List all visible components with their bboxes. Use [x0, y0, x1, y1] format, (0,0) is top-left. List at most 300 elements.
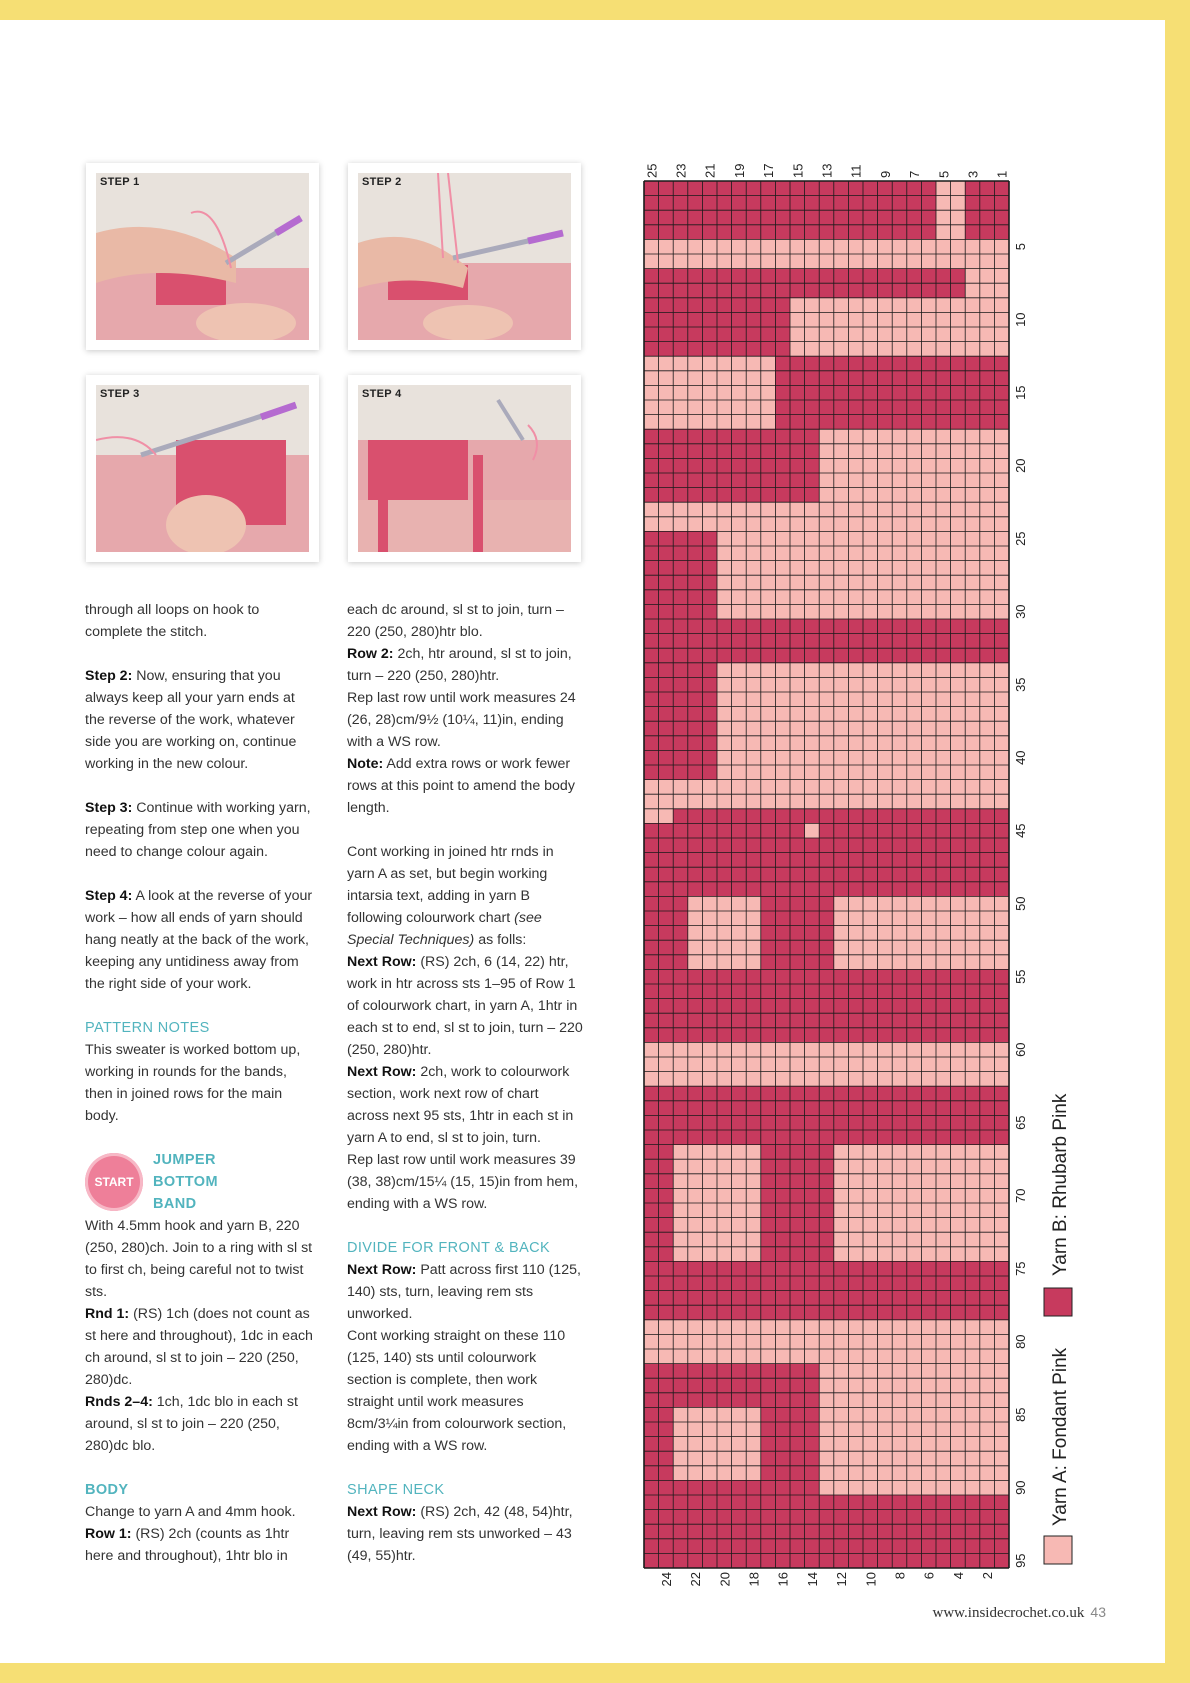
chart-cell	[805, 882, 820, 897]
chart-cell	[834, 1028, 849, 1043]
chart-cell	[848, 269, 863, 284]
chart-cell	[702, 1466, 717, 1481]
chart-cell	[848, 1393, 863, 1408]
chart-cell	[659, 940, 674, 955]
chart-cell	[921, 225, 936, 240]
chart-cell	[892, 1203, 907, 1218]
chart-cell	[951, 1407, 966, 1422]
chart-cell	[717, 1247, 732, 1262]
chart-cell	[834, 1115, 849, 1130]
chart-cell	[805, 750, 820, 765]
chart-cell	[775, 750, 790, 765]
chart-cell	[965, 838, 980, 853]
chart-cell	[878, 590, 893, 605]
chart-cell	[994, 896, 1009, 911]
chart-cell	[659, 853, 674, 868]
chart-cell	[644, 721, 659, 736]
chart-cell	[702, 225, 717, 240]
chart-bottom-label: 16	[775, 1572, 791, 1587]
chart-cell	[761, 561, 776, 576]
chart-cell	[980, 327, 995, 342]
chart-cell	[980, 1320, 995, 1335]
chart-cell	[702, 1057, 717, 1072]
chart-cell	[673, 473, 688, 488]
chart-cell	[892, 1247, 907, 1262]
chart-cell	[848, 677, 863, 692]
chart-cell	[951, 517, 966, 532]
chart-cell	[775, 1349, 790, 1364]
chart-cell	[702, 1364, 717, 1379]
chart-cell	[717, 385, 732, 400]
chart-cell	[878, 1013, 893, 1028]
chart-cell	[980, 867, 995, 882]
chart-cell	[965, 1334, 980, 1349]
chart-cell	[746, 269, 761, 284]
chart-cell	[659, 1057, 674, 1072]
chart-row-label: 20	[1013, 458, 1028, 473]
chart-cell	[732, 196, 747, 211]
chart-cell	[951, 1553, 966, 1568]
chart-cell	[863, 239, 878, 254]
chart-cell	[775, 1510, 790, 1525]
chart-cell	[659, 590, 674, 605]
chart-top-label: 1	[994, 170, 1010, 178]
chart-cell	[980, 736, 995, 751]
chart-cell	[717, 1466, 732, 1481]
chart-cell	[761, 794, 776, 809]
chart-cell	[907, 750, 922, 765]
chart-cell	[951, 356, 966, 371]
chart-cell	[673, 488, 688, 503]
chart-cell	[761, 984, 776, 999]
chart-cell	[878, 1539, 893, 1554]
chart-cell	[848, 298, 863, 313]
chart-cell	[907, 604, 922, 619]
chart-cell	[688, 1159, 703, 1174]
chart-cell	[994, 940, 1009, 955]
chart-cell	[863, 312, 878, 327]
chart-cell	[746, 1553, 761, 1568]
chart-cell	[907, 1451, 922, 1466]
chart-cell	[644, 502, 659, 517]
chart-cell	[878, 298, 893, 313]
chart-cell	[907, 1334, 922, 1349]
chart-cell	[921, 619, 936, 634]
step-2-heading: Step 2:	[85, 668, 133, 684]
chart-cell	[702, 736, 717, 751]
chart-cell	[732, 984, 747, 999]
chart-cell	[848, 926, 863, 941]
chart-cell	[936, 809, 951, 824]
chart-cell	[673, 283, 688, 298]
chart-cell	[819, 1203, 834, 1218]
chart-cell	[688, 1261, 703, 1276]
chart-cell	[659, 984, 674, 999]
chart-cell	[805, 1524, 820, 1539]
chart-cell	[732, 546, 747, 561]
chart-cell	[936, 327, 951, 342]
chart-cell	[790, 239, 805, 254]
chart-cell	[980, 911, 995, 926]
chart-cell	[951, 721, 966, 736]
chart-cell	[659, 765, 674, 780]
chart-cell	[673, 1159, 688, 1174]
chart-cell	[907, 1524, 922, 1539]
chart-cell	[644, 736, 659, 751]
chart-cell	[936, 780, 951, 795]
chart-cell	[892, 940, 907, 955]
chart-cell	[732, 692, 747, 707]
chart-cell	[805, 181, 820, 196]
chart-cell	[819, 634, 834, 649]
chart-cell	[688, 1072, 703, 1087]
chart-cell	[761, 488, 776, 503]
chart-row-label: 15	[1013, 385, 1028, 400]
chart-cell	[717, 794, 732, 809]
chart-cell	[761, 853, 776, 868]
chart-cell	[907, 269, 922, 284]
chart-cell	[951, 604, 966, 619]
chart-cell	[775, 400, 790, 415]
chart-cell	[746, 1159, 761, 1174]
chart-cell	[688, 1539, 703, 1554]
chart-cell	[702, 1437, 717, 1452]
chart-cell	[746, 940, 761, 955]
chart-cell	[965, 692, 980, 707]
chart-cell	[673, 400, 688, 415]
chart-cell	[994, 1247, 1009, 1262]
chart-cell	[775, 648, 790, 663]
chart-cell	[819, 940, 834, 955]
chart-cell	[819, 955, 834, 970]
chart-cell	[775, 1247, 790, 1262]
chart-cell	[863, 867, 878, 882]
chart-cell	[819, 619, 834, 634]
chart-cell	[921, 1437, 936, 1452]
chart-cell	[775, 692, 790, 707]
chart-cell	[921, 1057, 936, 1072]
chart-cell	[951, 210, 966, 225]
chart-cell	[892, 1480, 907, 1495]
chart-cell	[834, 210, 849, 225]
chart-cell	[790, 1072, 805, 1087]
chart-cell	[878, 838, 893, 853]
chart-cell	[775, 1305, 790, 1320]
chart-cell	[921, 254, 936, 269]
chart-cell	[907, 1407, 922, 1422]
chart-cell	[746, 1247, 761, 1262]
chart-cell	[951, 342, 966, 357]
chart-cell	[936, 1130, 951, 1145]
cont-text-a: Cont working in joined htr rnds in yarn A as set, but begin working intarsia text, adding in yarn B following colourwork chart	[347, 844, 554, 926]
chart-cell	[790, 1101, 805, 1116]
chart-cell	[702, 312, 717, 327]
chart-cell	[659, 1188, 674, 1203]
chart-cell	[732, 1276, 747, 1291]
chart-cell	[673, 1057, 688, 1072]
chart-cell	[761, 809, 776, 824]
chart-cell	[994, 1232, 1009, 1247]
chart-cell	[819, 415, 834, 430]
chart-cell	[863, 210, 878, 225]
chart-cell	[805, 619, 820, 634]
chart-cell	[746, 429, 761, 444]
chart-cell	[951, 648, 966, 663]
chart-cell	[673, 619, 688, 634]
chart-cell	[848, 736, 863, 751]
chart-cell	[994, 1305, 1009, 1320]
chart-cell	[834, 1378, 849, 1393]
chart-cell	[965, 283, 980, 298]
chart-cell	[659, 342, 674, 357]
chart-cell	[863, 1013, 878, 1028]
chart-cell	[848, 517, 863, 532]
chart-cell	[907, 546, 922, 561]
chart-cell	[702, 400, 717, 415]
chart-cell	[732, 838, 747, 853]
chart-cell	[965, 634, 980, 649]
chart-cell	[805, 415, 820, 430]
chart-cell	[951, 940, 966, 955]
chart-cell	[965, 298, 980, 313]
chart-cell	[980, 663, 995, 678]
chart-cell	[702, 342, 717, 357]
chart-cell	[790, 867, 805, 882]
chart-cell	[688, 750, 703, 765]
chart-cell	[921, 1334, 936, 1349]
chart-cell	[863, 546, 878, 561]
chart-cell	[717, 1291, 732, 1306]
chart-cell	[965, 1232, 980, 1247]
chart-cell	[834, 371, 849, 386]
chart-cell	[936, 1480, 951, 1495]
chart-cell	[732, 809, 747, 824]
chart-cell	[834, 1145, 849, 1160]
chart-cell	[717, 1305, 732, 1320]
chart-cell	[761, 955, 776, 970]
chart-cell	[659, 1130, 674, 1145]
chart-cell	[965, 1437, 980, 1452]
chart-cell	[732, 210, 747, 225]
chart-cell	[834, 225, 849, 240]
chart-row-label: 25	[1013, 531, 1028, 546]
chart-cell	[994, 780, 1009, 795]
chart-cell	[688, 327, 703, 342]
chart-cell	[805, 590, 820, 605]
chart-cell	[980, 225, 995, 240]
chart-cell	[717, 1042, 732, 1057]
chart-cell	[980, 371, 995, 386]
chart-cell	[834, 590, 849, 605]
chart-cell	[702, 488, 717, 503]
chart-cell	[790, 254, 805, 269]
chart-cell	[921, 1086, 936, 1101]
chart-cell	[790, 1378, 805, 1393]
chart-cell	[775, 677, 790, 692]
chart-cell	[775, 502, 790, 517]
chart-cell	[848, 181, 863, 196]
shape-neck-heading: SHAPE NECK	[347, 1482, 445, 1498]
chart-cell	[951, 969, 966, 984]
chart-cell	[994, 1495, 1009, 1510]
chart-cell	[951, 312, 966, 327]
chart-bottom-label: 12	[834, 1572, 850, 1587]
chart-cell	[790, 1480, 805, 1495]
next-row-3-heading: Next Row:	[347, 1262, 417, 1278]
chart-row-label: 10	[1013, 312, 1028, 327]
chart-cell	[834, 707, 849, 722]
chart-cell	[994, 1130, 1009, 1145]
chart-cell	[702, 1130, 717, 1145]
chart-cell	[980, 1247, 995, 1262]
chart-cell	[761, 692, 776, 707]
chart-cell	[951, 196, 966, 211]
chart-cell	[921, 1451, 936, 1466]
chart-cell	[673, 1378, 688, 1393]
chart-cell	[805, 327, 820, 342]
chart-cell	[732, 327, 747, 342]
chart-cell	[790, 794, 805, 809]
chart-bottom-label: 24	[658, 1572, 674, 1587]
chart-cell	[878, 385, 893, 400]
chart-cell	[702, 940, 717, 955]
chart-cell	[732, 1203, 747, 1218]
chart-cell	[834, 1349, 849, 1364]
chart-cell	[688, 1524, 703, 1539]
chart-cell	[775, 955, 790, 970]
chart-cell	[790, 940, 805, 955]
chart-cell	[965, 736, 980, 751]
chart-cell	[921, 663, 936, 678]
chart-cell	[761, 225, 776, 240]
chart-cell	[673, 590, 688, 605]
chart-cell	[673, 648, 688, 663]
chart-cell	[980, 473, 995, 488]
chart-cell	[994, 590, 1009, 605]
chart-cell	[761, 1203, 776, 1218]
chart-cell	[980, 1393, 995, 1408]
chart-cell	[994, 1349, 1009, 1364]
chart-cell	[921, 458, 936, 473]
chart-cell	[863, 955, 878, 970]
chart-cell	[936, 415, 951, 430]
chart-cell	[805, 1407, 820, 1422]
chart-cell	[965, 1422, 980, 1437]
step-1-continuation: through all loops on hook to complete the stitch.	[85, 602, 260, 640]
chart-cell	[644, 298, 659, 313]
chart-cell	[965, 517, 980, 532]
chart-cell	[688, 429, 703, 444]
chart-cell	[717, 1422, 732, 1437]
chart-cell	[732, 1086, 747, 1101]
chart-cell	[848, 1072, 863, 1087]
chart-cell	[834, 1364, 849, 1379]
chart-cell	[673, 1218, 688, 1233]
chart-cell	[761, 371, 776, 386]
chart-cell	[805, 1422, 820, 1437]
chart-cell	[921, 707, 936, 722]
chart-cell	[878, 458, 893, 473]
chart-cell	[673, 458, 688, 473]
chart-cell	[688, 692, 703, 707]
chart-cell	[717, 765, 732, 780]
chart-cell	[892, 1101, 907, 1116]
chart-cell	[848, 750, 863, 765]
chart-cell	[892, 298, 907, 313]
chart-cell	[746, 780, 761, 795]
chart-cell	[746, 1013, 761, 1028]
chart-cell	[732, 561, 747, 576]
chart-cell	[980, 590, 995, 605]
chart-cell	[819, 1276, 834, 1291]
chart-cell	[994, 1320, 1009, 1335]
chart-cell	[644, 765, 659, 780]
chart-cell	[907, 181, 922, 196]
chart-cell	[951, 794, 966, 809]
chart-cell	[921, 1203, 936, 1218]
chart-cell	[717, 488, 732, 503]
chart-cell	[702, 1145, 717, 1160]
chart-cell	[790, 1422, 805, 1437]
chart-cell	[980, 298, 995, 313]
chart-cell	[863, 1422, 878, 1437]
chart-cell	[673, 1466, 688, 1481]
chart-cell	[746, 1378, 761, 1393]
chart-cell	[717, 312, 732, 327]
chart-cell	[892, 984, 907, 999]
chart-cell	[878, 634, 893, 649]
chart-cell	[994, 1437, 1009, 1452]
chart-cell	[702, 1101, 717, 1116]
chart-cell	[717, 984, 732, 999]
chart-cell	[921, 1407, 936, 1422]
chart-cell	[907, 196, 922, 211]
chart-cell	[819, 1305, 834, 1320]
chart-cell	[702, 531, 717, 546]
chart-cell	[834, 955, 849, 970]
chart-cell	[673, 517, 688, 532]
chart-cell	[644, 809, 659, 824]
chart-cell	[921, 984, 936, 999]
chart-cell	[965, 648, 980, 663]
chart-cell	[717, 648, 732, 663]
chart-cell	[834, 750, 849, 765]
chart-cell	[819, 1013, 834, 1028]
chart-cell	[834, 984, 849, 999]
chart-cell	[980, 517, 995, 532]
chart-cell	[907, 896, 922, 911]
chart-cell	[805, 210, 820, 225]
chart-cell	[644, 926, 659, 941]
chart-cell	[790, 561, 805, 576]
chart-cell	[980, 1028, 995, 1043]
chart-cell	[688, 1130, 703, 1145]
chart-cell	[892, 1218, 907, 1233]
chart-cell	[761, 1115, 776, 1130]
chart-cell	[805, 1451, 820, 1466]
chart-cell	[892, 1291, 907, 1306]
chart-cell	[644, 225, 659, 240]
chart-cell	[659, 327, 674, 342]
chart-cell	[688, 356, 703, 371]
chart-cell	[688, 1407, 703, 1422]
legend-swatch-yarn-b	[1044, 1288, 1072, 1316]
chart-cell	[732, 1407, 747, 1422]
chart-cell	[878, 444, 893, 459]
chart-cell	[761, 1495, 776, 1510]
chart-cell	[819, 984, 834, 999]
chart-cell	[761, 736, 776, 751]
